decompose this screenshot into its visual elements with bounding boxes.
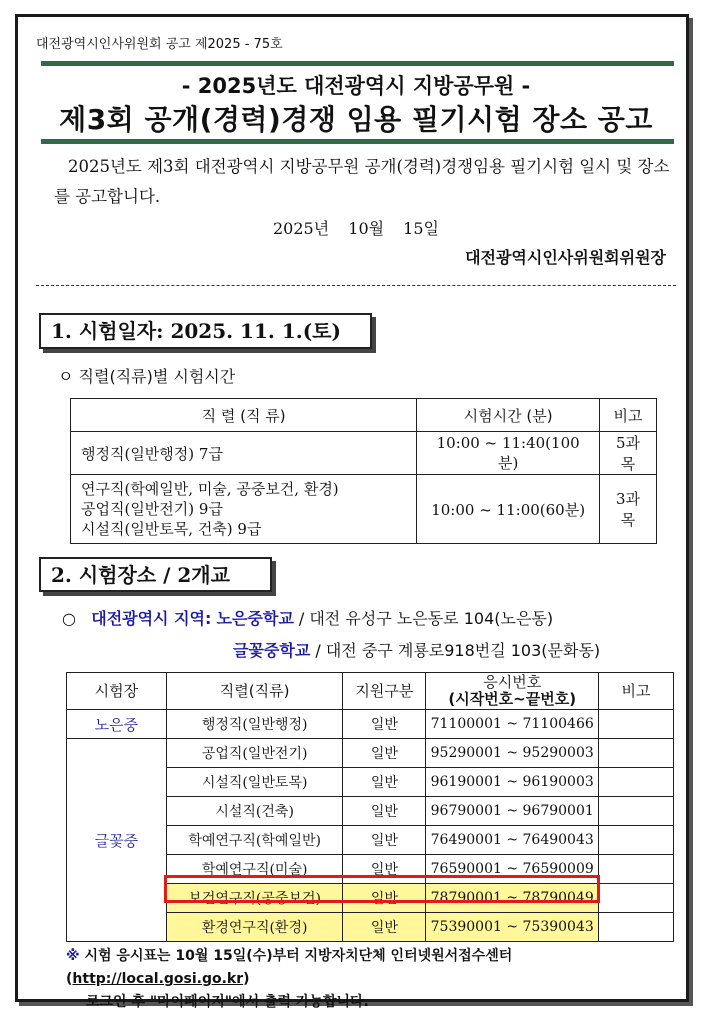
section1-heading: 1. 시험일자: 2025. 11. 1.(토) xyxy=(39,313,372,349)
series-cell: 보건연구직(공중보건) xyxy=(166,884,343,913)
table-row xyxy=(71,432,657,475)
series-cell: 행정직(일반행정) 7급 xyxy=(71,432,417,475)
header-category: 지원구분 xyxy=(343,673,426,710)
note-cell xyxy=(599,710,674,739)
school2-name: 글꽃중학교 xyxy=(233,641,311,660)
note-cell xyxy=(599,855,674,884)
numbers-cell: 95290001 ~ 95290003 xyxy=(426,739,599,768)
numbers-cell: 78790001 ~ 78790049 xyxy=(426,884,599,913)
note-cell xyxy=(599,768,674,797)
title-line-1: - 2025년도 대전광역시 지방공무원 - xyxy=(181,74,531,98)
category-cell: 일반 xyxy=(343,826,426,855)
table-header-row xyxy=(71,399,657,432)
notice-number: 대전광역시인사위원회 공고 제2025 - 75호 xyxy=(36,37,283,52)
section2-heading: 2. 시험장소 / 2개교 xyxy=(39,557,272,592)
highlight-box xyxy=(164,875,600,903)
header-site: 시험장 xyxy=(67,673,167,710)
numbers-cell: 71100001 ~ 71100466 xyxy=(426,710,599,739)
note-cell xyxy=(599,884,674,913)
category-cell: 일반 xyxy=(343,739,426,768)
header-time: 시험시간 (분) xyxy=(417,399,600,432)
note-cell: 3과목 xyxy=(600,475,657,544)
header-series: 직렬(직류) xyxy=(166,673,343,710)
footer-note xyxy=(66,945,686,1014)
category-cell: 일반 xyxy=(343,768,426,797)
dashed-divider xyxy=(36,285,676,286)
table-row xyxy=(67,739,674,768)
header-numbers: 응시번호 (시작번호~끝번호) xyxy=(426,673,599,710)
signer: 대전광역시인사위원회위원장 xyxy=(465,248,666,267)
time-cell: 10:00 ~ 11:40(100분) xyxy=(417,432,600,475)
header-note: 비고 xyxy=(599,673,674,710)
category-cell: 일반 xyxy=(343,913,426,942)
note-cell xyxy=(599,739,674,768)
table-row xyxy=(67,710,674,739)
region-label: 대전광역시 지역: xyxy=(91,609,212,628)
footer-note-line2: 로그인 후 "마이페이지"에서 출력 가능합니다. xyxy=(86,994,369,1010)
series-cell: 시설직(건축) xyxy=(166,797,343,826)
numbers-cell: 96790001 ~ 96790001 xyxy=(426,797,599,826)
series-cell: 시설직(일반토목) xyxy=(166,768,343,797)
site-cell: 노은중 xyxy=(67,710,167,739)
header-note: 비고 xyxy=(600,399,657,432)
category-cell: 일반 xyxy=(343,710,426,739)
exam-time-table xyxy=(70,398,657,544)
title-top-rule xyxy=(41,61,674,66)
note-cell: 5과목 xyxy=(600,432,657,475)
numbers-cell: 76590001 ~ 76590009 xyxy=(426,855,599,884)
series-cell: 행정직(일반행정) xyxy=(166,710,343,739)
note-mark: ※ xyxy=(66,948,80,964)
category-cell: 일반 xyxy=(343,797,426,826)
notice-date: 2025년 10월 15일 xyxy=(273,219,439,238)
numbers-cell: 75390001 ~ 75390043 xyxy=(426,913,599,942)
page-title: 제3회 공개(경력)경쟁 임용 필기시험 장소 공고 xyxy=(59,103,653,136)
intro-paragraph: 2025년도 제3회 대전광역시 지방공무원 공개(경력)경쟁임용 필기시험 일시 및 장소를 공고합니다. xyxy=(54,157,670,206)
time-cell: 10:00 ~ 11:00(60분) xyxy=(417,475,600,544)
gosi-link[interactable]: http://local.gosi.go.kr xyxy=(72,971,244,987)
category-cell: 일반 xyxy=(343,855,426,884)
series-cell: 학예연구직(미술) xyxy=(166,855,343,884)
numbers-cell: 96190001 ~ 96190003 xyxy=(426,768,599,797)
school2-line xyxy=(233,638,600,661)
series-cell: 연구직(학예일반, 미술, 공중보건, 환경) 공업직(일반전기) 9급 시설직(일반토목, 건축) 9급 xyxy=(71,475,417,544)
note-cell xyxy=(599,913,674,942)
school1-name: 노은중학교 xyxy=(216,609,294,628)
school2-address: / 대전 중구 계룡로918번길 103(문화동) xyxy=(315,641,601,660)
section1-subheading: ㅇ 직렬(직류)별 시험시간 xyxy=(58,367,236,386)
note-cell xyxy=(599,826,674,855)
school1-line: ○ 대전광역시 지역: 노은중학교 / 대전 유성구 노은동로 104(노은동) xyxy=(62,609,554,628)
table-row xyxy=(71,475,657,544)
header-series: 직 렬 (직 류) xyxy=(71,399,417,432)
note-cell xyxy=(599,797,674,826)
series-cell: 공업직(일반전기) xyxy=(166,739,343,768)
category-cell: 일반 xyxy=(343,884,426,913)
series-cell: 학예연구직(학예일반) xyxy=(166,826,343,855)
series-cell: 환경연구직(환경) xyxy=(166,913,343,942)
table-header-row xyxy=(67,673,674,710)
title-bottom-rule xyxy=(41,139,674,144)
footer-note-line1: ※ 시험 응시표는 10월 15일(수)부터 지방자치단체 인터넷원서접수센터(http://local.gosi.go.kr) xyxy=(66,948,513,987)
site-cell: 글꽃중 xyxy=(67,739,167,942)
school1-address: / 대전 유성구 노은동로 104(노은동) xyxy=(298,609,554,628)
numbers-cell: 76490001 ~ 76490043 xyxy=(426,826,599,855)
